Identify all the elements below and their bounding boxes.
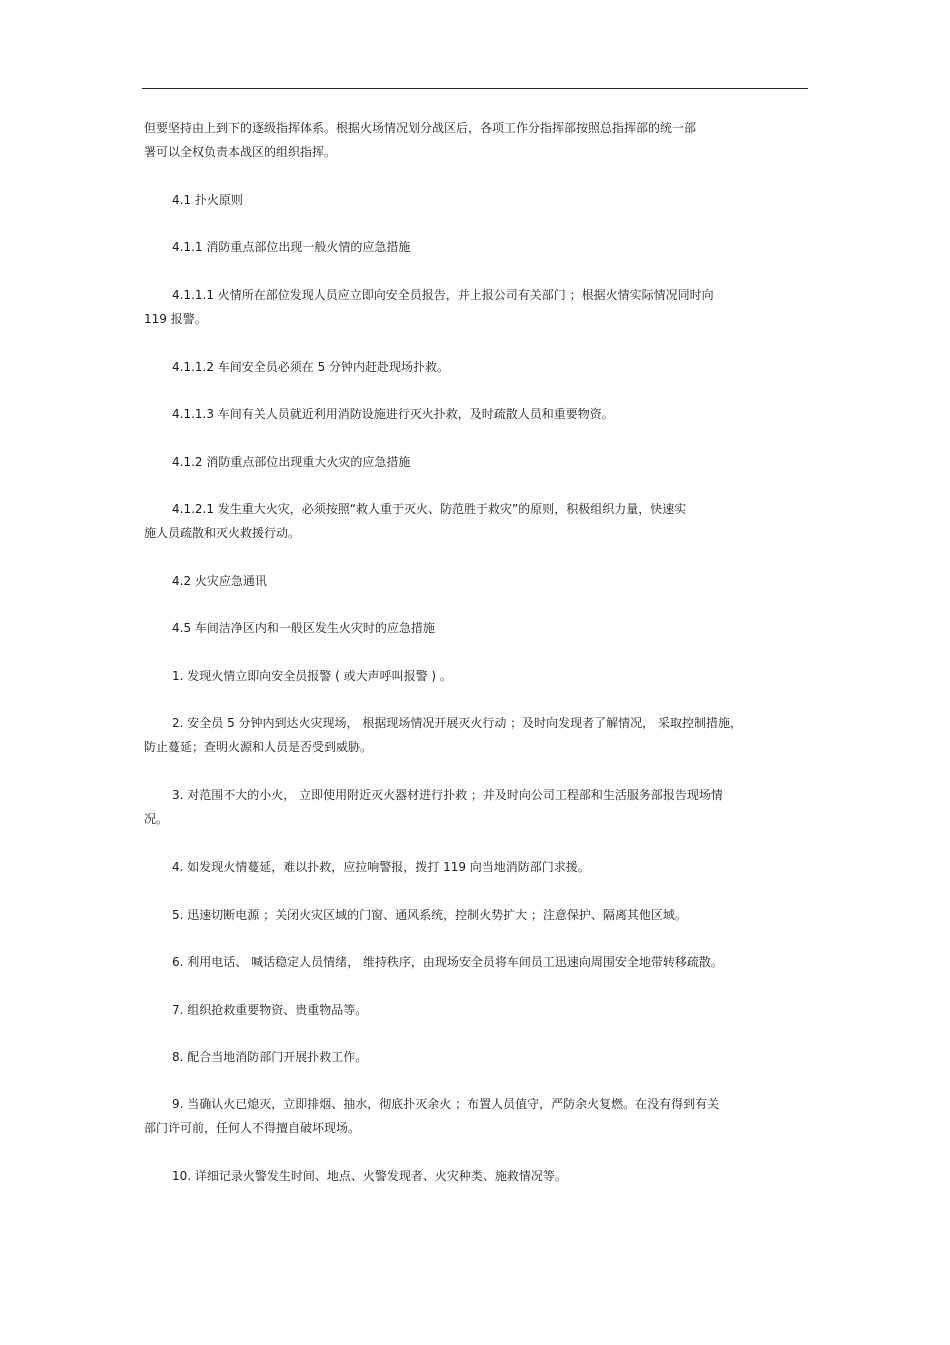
text-line: 施人员疏散和灭火救援行动。: [144, 526, 301, 540]
text-line: 4.1.1.3 车间有关人员就近利用消防设施进行灭火扑救，及时疏散人员和重要物资。: [172, 407, 614, 421]
heading-4-1: [144, 188, 808, 212]
paragraph-4-1-2-1: [144, 497, 808, 545]
text-line: 4.1.1.2 车间安全员必须在 5 分钟内赶赴现场扑救。: [172, 360, 450, 374]
text-line: 7. 组织抢救重要物资、贵重物品等。: [172, 1003, 368, 1017]
list-item-3: [144, 783, 808, 831]
paragraph-intro: [144, 116, 808, 164]
heading-4-5: [144, 616, 808, 640]
text-line: 2. 安全员 5 分钟内到达火灾现场， 根据现场情况开展灭火行动 ；及时向发现者了解情况， 采取控制措施，: [172, 716, 742, 730]
text-line: 3. 对范围不大的小火， 立即使用附近灭火器材进行扑救 ；并及时向公司工程部和生活服务部报告现场情: [172, 788, 723, 802]
text-line: 4. 如发现火情蔓延，难以扑救，应拉响警报，拨打 119 向当地消防部门求援。: [172, 860, 590, 874]
text-line: 9. 当确认火已熄灭，立即排烟、抽水，彻底扑灭余火 ；布置人员值守，严防余火复燃。在没有得到有关: [172, 1097, 720, 1111]
text-line: 4.1.2.1 发生重大火灾，必须按照“救人重于灭火、防范胜于救灾”的原则，积极组织力量，快速实: [172, 502, 687, 516]
heading-4-2: [144, 569, 808, 593]
text-line: 但要坚持由上到下的逐级指挥体系。根据火场情况划分战区后，各项工作分指挥部按照总指挥部的统一部: [144, 121, 697, 135]
paragraph-4-1-1-1: [144, 283, 808, 331]
list-item-4: [144, 855, 808, 879]
text-line: 4.2 火灾应急通讯: [172, 574, 267, 588]
list-item-10: [144, 1164, 808, 1188]
header-rule: [142, 88, 808, 89]
paragraph-4-1-1-3: [144, 402, 808, 426]
list-item-5: [144, 903, 808, 927]
text-line: 部门许可前，任何人不得擅自破坏现场。: [144, 1121, 361, 1135]
text-line: 4.1 扑火原则: [172, 193, 243, 207]
text-line: 4.5 车间洁净区内和一般区发生火灾时的应急措施: [172, 621, 435, 635]
paragraph-4-1-1-2: [144, 355, 808, 379]
text-line: 5. 迅速切断电源 ；关闭火灾区域的门窗、通风系统，控制火势扩大 ；注意保护、隔离其他区域。: [172, 908, 687, 922]
text-line: 防止蔓延；查明火源和人员是否受到威胁。: [144, 740, 373, 754]
text-line: 8. 配合当地消防部门开展扑救工作。: [172, 1050, 368, 1064]
list-item-6: [144, 950, 808, 974]
list-item-7: [144, 998, 808, 1022]
text-line: 119 报警。: [144, 312, 207, 326]
heading-4-1-2: [144, 450, 808, 474]
text-line: 4.1.1.1 火情所在部位发现人员应立即向安全员报告，并上报公司有关部门 ；根据火情实际情况同时向: [172, 288, 714, 302]
list-item-9: [144, 1092, 808, 1140]
list-item-8: [144, 1045, 808, 1069]
text-line: 10. 详细记录火警发生时间、地点、火警发现者、火灾种类、施救情况等。: [172, 1169, 567, 1183]
text-line: 4.1.1 消防重点部位出现一般火情的应急措施: [172, 240, 411, 254]
text-line: 署可以全权负责本战区的组织指挥。: [144, 145, 337, 159]
list-item-2: [144, 711, 808, 759]
text-line: 1. 发现火情立即向安全员报警 ( 或大声呼叫报警 ) 。: [172, 669, 452, 683]
text-line: 4.1.2 消防重点部位出现重大火灾的应急措施: [172, 455, 411, 469]
list-item-1: [144, 664, 808, 688]
heading-4-1-1: [144, 235, 808, 259]
text-line: 况。: [144, 812, 169, 826]
text-line: 6. 利用电话、 喊话稳定人员情绪， 维持秩序，由现场安全员将车间员工迅速向周围安全地带转移疏散。: [172, 955, 723, 969]
